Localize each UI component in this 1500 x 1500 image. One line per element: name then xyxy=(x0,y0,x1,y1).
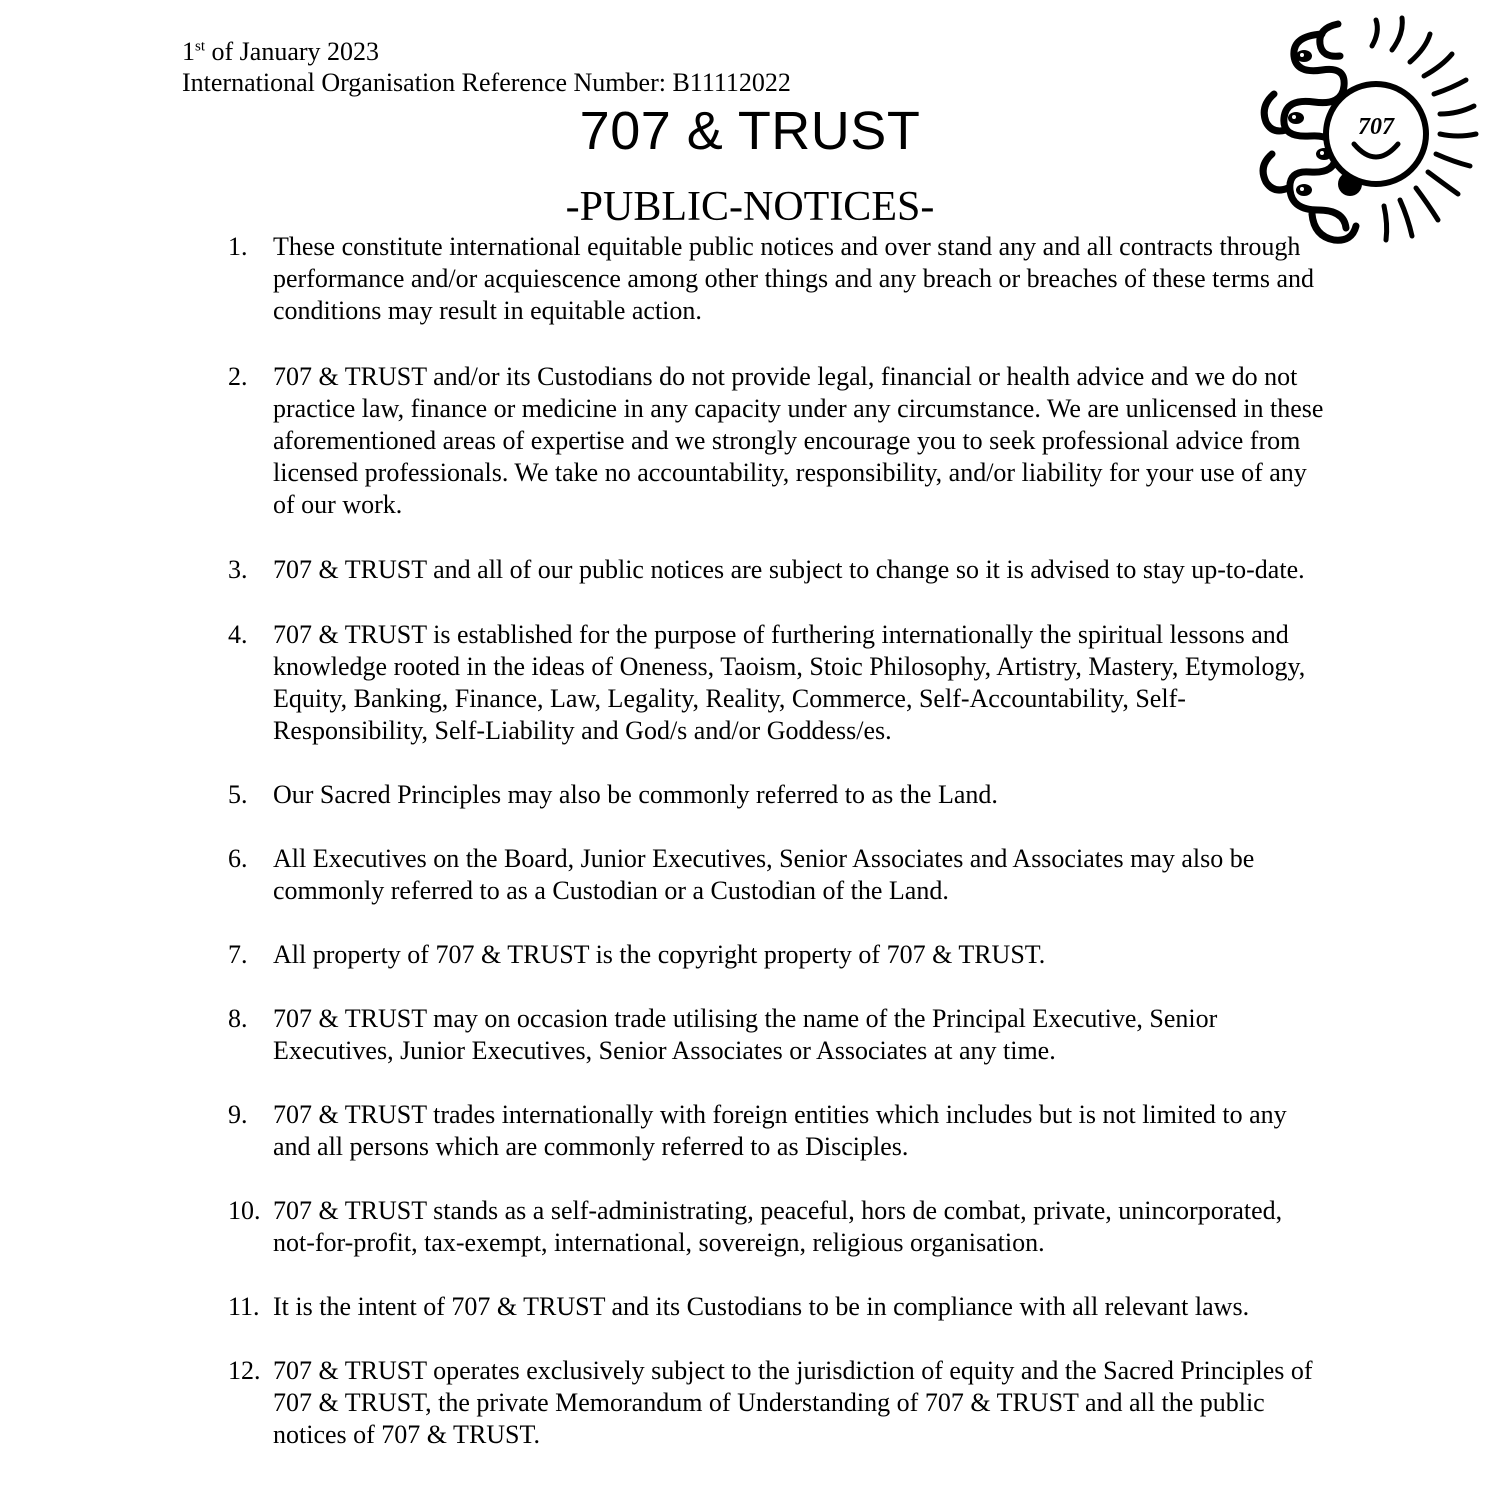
notice-text: 707 & TRUST is established for the purpose of furthering internationally the spiritual lessons and knowledge rooted in the ideas of Oneness, Taoism, Stoic Philosophy, Artistry, Mastery, Etymology, Equity, Banking, Finance, Law, Legality, Reality, Commerce, Self-Accountability, Self-Responsibility, Self-Liability and God/s and/or Goddess/es. xyxy=(273,620,1306,745)
notice-text: All property of 707 & TRUST is the copyright property of 707 & TRUST. xyxy=(273,940,1046,969)
notice-number: 10. xyxy=(228,1196,261,1225)
notice-text: It is the intent of 707 & TRUST and its Custodians to be in compliance with all relevant laws. xyxy=(273,1292,1250,1321)
notice-number: 2. xyxy=(228,362,248,391)
notice-item xyxy=(228,1355,1328,1451)
notice-text: 707 & TRUST operates exclusively subject to the jurisdiction of equity and the Sacred Principles of 707 & TRUST, the private Memorandum of Understanding of 707 & TRUST and all the public notices of 707 & TRUST. xyxy=(273,1356,1313,1449)
page-title: 707 & TRUST xyxy=(579,101,921,161)
notice-text: 707 & TRUST trades internationally with foreign entities which includes but is not limited to any and all persons which are commonly referred to as Disciples. xyxy=(273,1100,1287,1161)
notice-item xyxy=(228,939,1328,971)
notice-item xyxy=(228,361,1328,521)
notice-number: 6. xyxy=(228,844,248,873)
notice-text: 707 & TRUST and all of our public notices are subject to change so it is advised to stay up-to-date. xyxy=(273,555,1305,584)
notice-text: All Executives on the Board, Junior Executives, Senior Associates and Associates may also be commonly referred to as a Custodian or a Custodian of the Land. xyxy=(273,844,1255,905)
notice-number: 4. xyxy=(228,620,248,649)
notice-item xyxy=(228,231,1328,327)
notice-number: 3. xyxy=(228,555,248,584)
notice-item xyxy=(228,779,1328,811)
notice-text: 707 & TRUST may on occasion trade utilising the name of the Principal Executive, Senior Executives, Junior Executives, Senior Associates or Associates at any time. xyxy=(273,1004,1218,1065)
notice-number: 12. xyxy=(228,1356,261,1385)
notice-item xyxy=(228,1291,1328,1323)
notice-number: 8. xyxy=(228,1004,248,1033)
notice-number: 9. xyxy=(228,1100,248,1129)
date-ordinal-suffix: st xyxy=(195,38,206,55)
sun-serpent-logo-icon xyxy=(1252,14,1484,246)
notice-number: 7. xyxy=(228,940,248,969)
date-rest: of January 2023 xyxy=(205,37,380,66)
notice-number: 5. xyxy=(228,780,248,809)
notice-number: 11. xyxy=(228,1292,260,1321)
notice-text: Our Sacred Principles may also be commonly referred to as the Land. xyxy=(273,780,998,809)
notice-text: 707 & TRUST and/or its Custodians do not provide legal, financial or health advice and we do not practice law, finance or medicine in any capacity under any circumstance. We are unlicensed in these aforementioned areas of expertise and we strongly encourage you to seek professional advice from licensed professionals. We take no accountability, responsibility, and/or liability for your use of any of our work. xyxy=(273,362,1324,519)
page-subtitle: -PUBLIC-NOTICES- xyxy=(565,184,935,230)
public-notices-list xyxy=(228,231,1328,1451)
notice-item xyxy=(228,619,1328,747)
date-day: 1 xyxy=(182,37,195,66)
notice-item xyxy=(228,1003,1328,1067)
notice-item xyxy=(228,1195,1328,1259)
notice-number: 1. xyxy=(228,232,248,261)
reference-number: International Organisation Reference Number: B11112022 xyxy=(182,68,791,97)
notice-item xyxy=(228,1099,1328,1163)
notice-text: These constitute international equitable public notices and over stand any and all contracts through performance and/or acquiescence among other things and any breach or breaches of these terms and conditions may result in equitable action. xyxy=(273,232,1314,325)
logo-text: 707 xyxy=(1358,114,1394,140)
notice-text: 707 & TRUST stands as a self-administrating, peaceful, hors de combat, private, unincorporated, not-for-profit, tax-exempt, international, sovereign, religious organisation. xyxy=(273,1196,1283,1257)
notice-item xyxy=(228,554,1328,586)
notice-item xyxy=(228,843,1328,907)
document-date xyxy=(182,36,379,68)
